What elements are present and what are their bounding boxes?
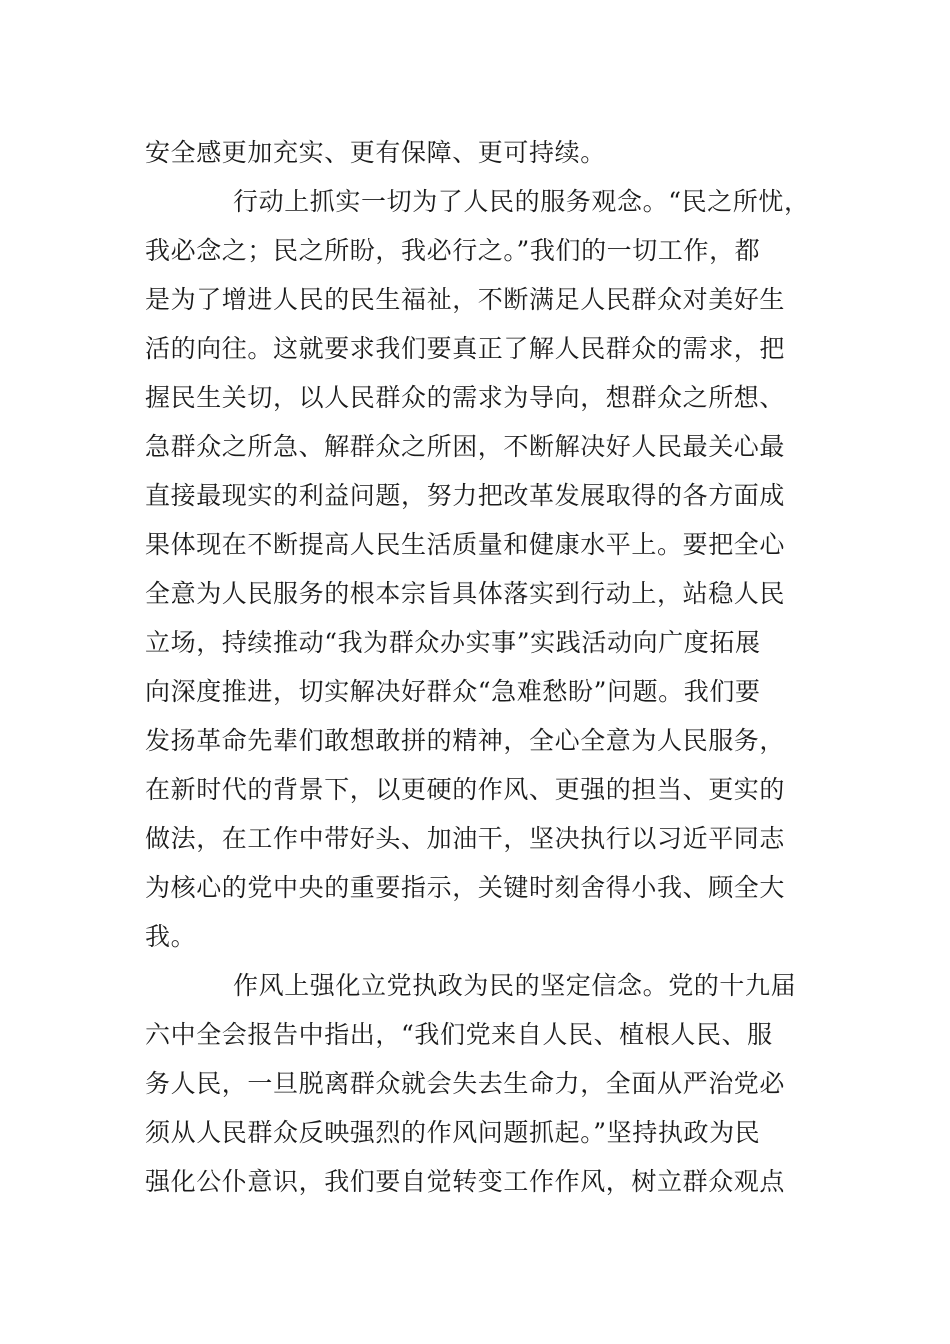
text-line: 为核心的党中央的重要指示，关键时刻舍得小我、顾全大 <box>145 873 786 902</box>
text-line: 活的向往。这就要求我们要真正了解人民群众的需求，把 <box>145 334 786 363</box>
text-line: 六中全会报告中指出，“我们党来自人民、植根人民、服 <box>145 1020 773 1049</box>
text-line: 握民生关切，以人民群众的需求为导向，想群众之所想、 <box>145 383 786 412</box>
text-line: 我。 <box>145 922 197 951</box>
text-line: 发扬革命先辈们敢想敢拼的精神，全心全意为人民服务， <box>145 726 786 755</box>
text-line: 我必念之；民之所盼，我必行之。”我们的一切工作，都 <box>145 236 761 265</box>
text-line: 立场，持续推动“我为群众办实事”实践活动向广度拓展 <box>145 628 761 657</box>
text-line: 全意为人民服务的根本宗旨具体落实到行动上，站稳人民 <box>145 579 786 608</box>
text-line: 安全感更加充实、更有保障、更可持续。 <box>145 138 606 167</box>
text-line: 向深度推进，切实解决好群众“急难愁盼”问题。我们要 <box>145 677 761 706</box>
paragraph-first-line: 行动上抓实一切为了人民的服务观念。“民之所忧， <box>233 187 810 216</box>
text-line: 直接最现实的利益问题，努力把改革发展取得的各方面成 <box>145 481 786 510</box>
text-line: 急群众之所急、解群众之所困，不断解决好人民最关心最 <box>145 432 786 461</box>
text-line: 强化公仆意识，我们要自觉转变工作作风，树立群众观点 <box>145 1167 786 1196</box>
text-line: 是为了增进人民的民生福祉，不断满足人民群众对美好生 <box>145 285 786 314</box>
text-line: 在新时代的背景下，以更硬的作风、更强的担当、更实的 <box>145 775 786 804</box>
paragraph-first-line: 作风上强化立党执政为民的坚定信念。党的十九届 <box>233 971 797 1000</box>
text-line: 果体现在不断提高人民生活质量和健康水平上。要把全心 <box>145 530 786 559</box>
text-line: 务人民，一旦脱离群众就会失去生命力，全面从严治党必 <box>145 1069 786 1098</box>
text-line: 须从人民群众反映强烈的作风问题抓起。”坚持执政为民 <box>145 1118 761 1147</box>
text-line: 做法，在工作中带好头、加油干，坚决执行以习近平同志 <box>145 824 786 853</box>
